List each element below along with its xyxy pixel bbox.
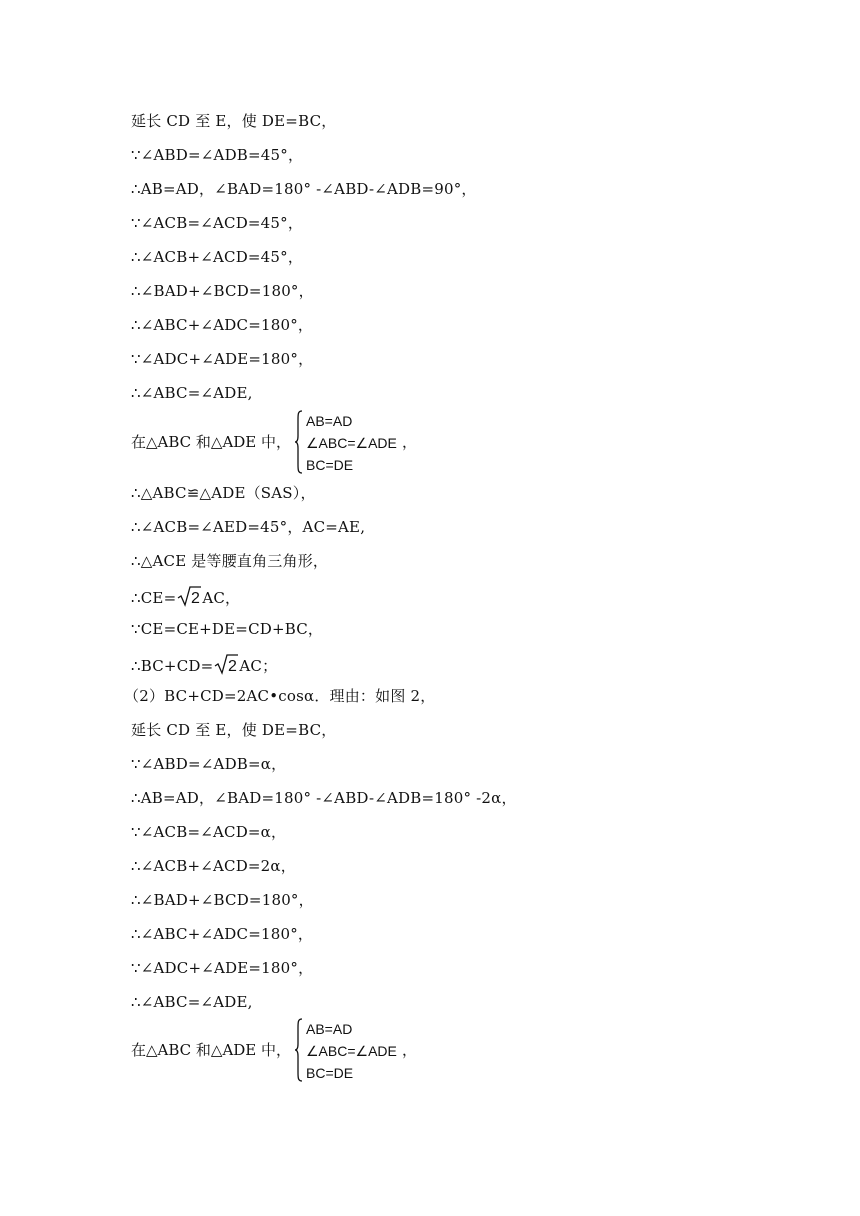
proof-line-extend-cd: 延长 CD 至 E，使 DE=BC，	[131, 112, 337, 130]
system-equation: BC=DE	[306, 457, 354, 473]
system-equation: ∠ABC=∠ADE	[306, 435, 397, 451]
proof-line: ∵∠ADC+∠ADE=180°，	[131, 959, 314, 977]
system-tail: ，	[402, 433, 418, 451]
proof-line: ∵∠ACB=∠ACD=α，	[131, 823, 287, 841]
proof-line: ∵∠ADC+∠ADE=180°，	[131, 350, 314, 368]
system-equation: ∠ABC=∠ADE	[306, 1043, 397, 1059]
left-brace-icon	[294, 1018, 304, 1082]
proof-line-sqrt	[131, 585, 240, 608]
system-equation: AB=AD	[306, 413, 353, 429]
proof-line-extend-cd: 延长 CD 至 E，使 DE=BC，	[131, 721, 337, 739]
proof-line: ∴△ABC≌△ADE（SAS），	[131, 484, 316, 502]
proof-line: ∵∠ACB=∠ACD=45°，	[131, 214, 304, 232]
proof-line: ∴△ACE 是等腰直角三角形，	[131, 552, 329, 570]
system-equation: AB=AD	[306, 1021, 353, 1037]
proof-line: ∴∠ABC=∠ADE,	[131, 993, 253, 1011]
sqrt-sign-icon	[177, 585, 201, 607]
sqrt-sign-icon	[214, 653, 238, 675]
system-equations	[306, 1018, 456, 1084]
sqrt-line-prefix: ∴BC+CD=	[131, 657, 214, 675]
proof-line: ∴∠ACB+∠ACD=2α，	[131, 857, 296, 875]
proof-line: ∵∠ABD=∠ADB=45°，	[131, 146, 304, 164]
left-brace-icon	[294, 410, 304, 474]
proof-line: ∵∠ABD=∠ADB=α，	[131, 755, 287, 773]
sqrt-line-prefix: ∴CE=	[131, 589, 177, 607]
proof-line: ∴AB=AD，∠BAD=180° -∠ABD-∠ADB=180° -2α，	[131, 789, 517, 807]
system-tail: ，	[402, 1041, 418, 1059]
system-intro: 在△ABC 和△ADE 中，	[131, 433, 292, 451]
system-equation: BC=DE	[306, 1065, 354, 1081]
proof-line: ∵CE=CE+DE=CD+BC，	[131, 620, 324, 638]
proof-line: ∴∠ABC+∠ADC=180°，	[131, 316, 314, 334]
proof-line: ∴∠BAD+∠BCD=180°，	[131, 891, 314, 909]
sqrt-line-suffix: AC，	[202, 589, 241, 607]
proof-line-sqrt	[131, 653, 277, 676]
sqrt-radicand: 2	[228, 658, 238, 675]
system-intro: 在△ABC 和△ADE 中，	[131, 1041, 292, 1059]
proof-line: ∴∠ABC+∠ADC=180°，	[131, 925, 314, 943]
proof-line: ∴∠BAD+∠BCD=180°，	[131, 282, 314, 300]
part-2-heading: （2）BC+CD=2AC•cosα．理由：如图 2，	[124, 687, 436, 705]
proof-line: ∴AB=AD，∠BAD=180° -∠ABD-∠ADB=90°，	[131, 180, 477, 198]
system-equations	[306, 410, 456, 476]
proof-line: ∴∠ACB+∠ACD=45°，	[131, 248, 304, 266]
proof-line: ∴∠ACB=∠AED=45°，AC=AE,	[131, 518, 366, 536]
proof-line: ∴∠ABC=∠ADE,	[131, 384, 253, 402]
sqrt-radicand: 2	[191, 590, 201, 607]
sqrt-line-suffix: AC；	[239, 657, 278, 675]
